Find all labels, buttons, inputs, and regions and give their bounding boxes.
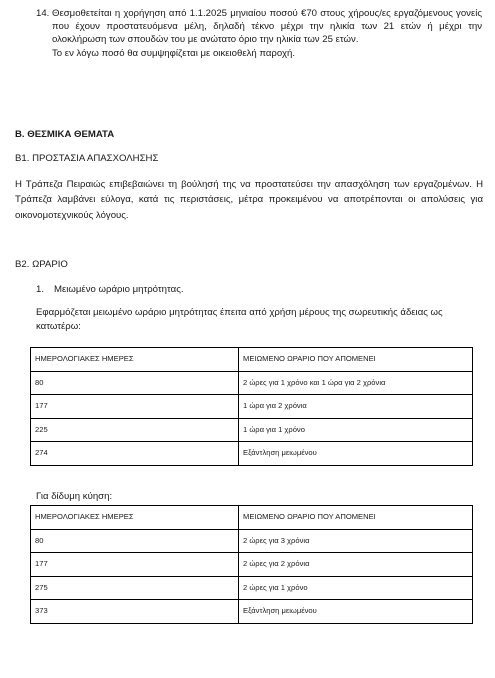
list-item-1 — [36, 284, 184, 297]
table-cell: 177 — [31, 395, 239, 419]
table-header-cell: ΜΕΙΩΜΕΝΟ ΩΡΑΡΙΟ ΠΟΥ ΑΠΟΜΕΝΕΙ — [239, 348, 473, 372]
table-row — [31, 576, 473, 600]
table-row — [31, 395, 473, 419]
table-cell: 373 — [31, 600, 239, 624]
table-row — [31, 442, 473, 466]
table-cell: 177 — [31, 553, 239, 577]
list-item-number: 1. — [36, 284, 45, 295]
list-item-label: Μειωμένο ωράριο μητρότητας. — [54, 284, 184, 295]
table-cell: 2 ώρες για 1 χρόνο και 1 ώρα για 2 χρόνια — [239, 371, 473, 395]
table-row — [31, 418, 473, 442]
table-header-cell: ΜΕΙΩΜΕΝΟ ΩΡΑΡΙΟ ΠΟΥ ΑΠΟΜΕΝΕΙ — [239, 506, 473, 530]
table-row — [31, 600, 473, 624]
table-cell: 275 — [31, 576, 239, 600]
maternity-hours-table — [30, 347, 473, 466]
section-b1-paragraph: Η Τράπεζα Πειραιώς επιβεβαιώνει τη βούλησή της να προστατεύσει την απασχόληση των εργαζομένων. Η Τράπεζα λαμβάνει εύλογα, κατά τις περιστάσεις, μέτρα προκειμένου να αποτρέπονται οι απολύσεις για οικονομοτεχνικούς λόγους. — [15, 179, 483, 221]
table-header-row — [31, 506, 473, 530]
table-row — [31, 371, 473, 395]
section-b-heading: Β. ΘΕΣΜΙΚΑ ΘΕΜΑΤΑ — [15, 129, 115, 140]
list-item-body — [52, 8, 482, 61]
section-b1-heading: Β1. ΠΡΟΣΤΑΣΙΑ ΑΠΑΣΧΟΛΗΣΗΣ — [15, 153, 159, 164]
table-cell: 2 ώρες για 3 χρόνια — [239, 529, 473, 553]
table-cell: Εξάντληση μειωμένου — [239, 600, 473, 624]
item14-note: Το εν λόγω ποσό θα συμψηφίζεται με οικειοθελή παροχή. — [52, 47, 295, 59]
table-header-row — [31, 348, 473, 372]
twin-pregnancy-caption: Για δίδυμη κύηση: — [36, 491, 113, 502]
maternity-intro-text: Εφαρμόζεται μειωμένο ωράριο μητρότητας έπειτα από χρήση μέρους της σωρευτικής άδειας ως κατωτέρω: — [36, 307, 443, 333]
twin-maternity-hours-table — [30, 505, 473, 624]
list-item-14 — [36, 8, 482, 61]
table-cell: Εξάντληση μειωμένου — [239, 442, 473, 466]
table-cell: 1 ώρα για 1 χρόνο — [239, 418, 473, 442]
table-cell: 80 — [31, 371, 239, 395]
item14-paragraph: Θεσμοθετείται η χορήγηση από 1.1.2025 μηνιαίου ποσού €70 στους χήρους/ες εργαζόμενους γονείς που έχουν προστατευόμενα μέλη, δηλαδή τέκνο μέχρι την ηλικία των 21 ετών ή μέχρι την ολοκλήρωση των σπουδών του με ανώτατο όριο την ηλικία των 25 ετών. — [52, 8, 482, 45]
table-row — [31, 553, 473, 577]
table-cell: 225 — [31, 418, 239, 442]
section-b2-heading: Β2. ΩΡΑΡΙΟ — [15, 259, 68, 270]
table-cell: 2 ώρες για 1 χρόνο — [239, 576, 473, 600]
table-header-cell: ΗΜΕΡΟΛΟΓΙΑΚΕΣ ΗΜΕΡΕΣ — [31, 348, 239, 372]
table-cell: 274 — [31, 442, 239, 466]
table-cell: 2 ώρες για 2 χρόνια — [239, 553, 473, 577]
table-cell: 80 — [31, 529, 239, 553]
table-cell: 1 ώρα για 2 χρόνια — [239, 395, 473, 419]
table-header-cell: ΗΜΕΡΟΛΟΓΙΑΚΕΣ ΗΜΕΡΕΣ — [31, 506, 239, 530]
table-row — [31, 529, 473, 553]
list-item-number: 14. — [36, 8, 50, 19]
